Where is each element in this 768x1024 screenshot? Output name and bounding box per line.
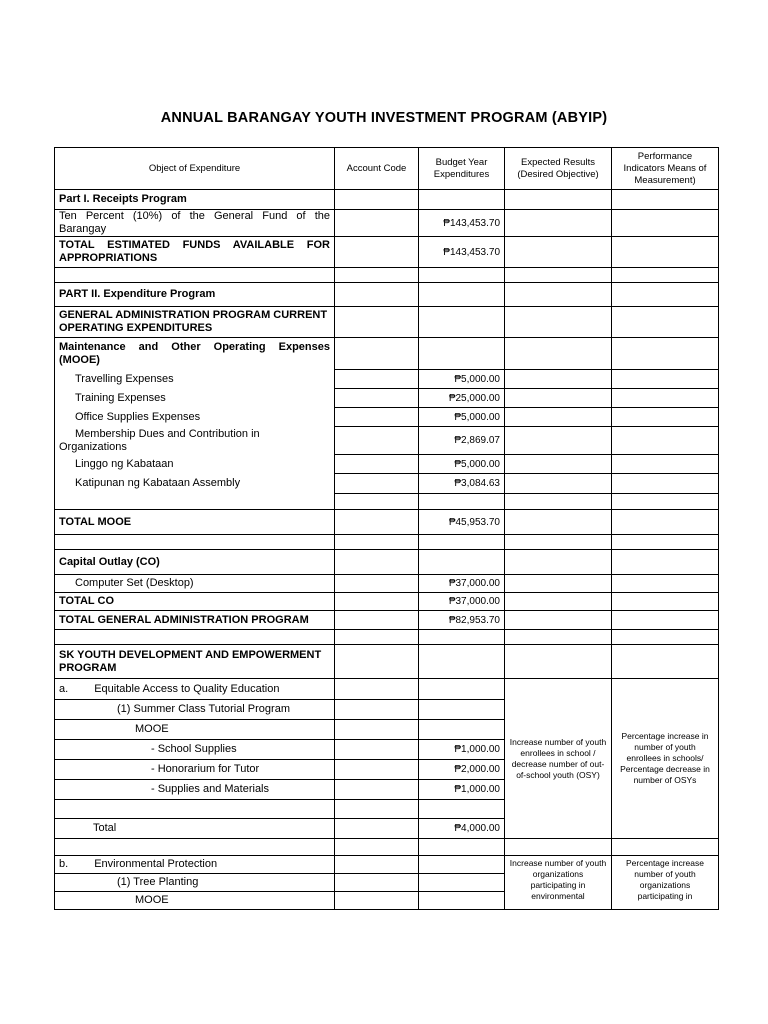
table-row <box>55 575 719 593</box>
school-supplies-label: - School Supplies <box>151 743 237 755</box>
table-row <box>55 268 719 283</box>
mooe-heading: Maintenance and Other Operating Expenses (MOOE) <box>55 338 335 370</box>
table-row <box>55 856 719 874</box>
table-row <box>55 593 719 611</box>
travel-label: Travelling Expenses <box>75 372 174 385</box>
a-performance-indicators: Percentage increase in number of youth enrollees in schools/ Percentage decrease in number of OSYs <box>612 679 719 839</box>
table-row <box>55 611 719 630</box>
office-label: Office Supplies Expenses <box>75 410 201 423</box>
header-object: Object of Expenditure <box>55 148 335 190</box>
table-row <box>55 550 719 575</box>
header-row <box>55 148 719 190</box>
sk-program-heading: SK YOUTH DEVELOPMENT AND EMPOWERMENT PROGRAM <box>55 645 335 679</box>
travel-amount: ₱5,000.00 <box>419 370 505 389</box>
capital-outlay-heading: Capital Outlay (CO) <box>55 550 335 575</box>
total-gap-label: TOTAL GENERAL ADMINISTRATION PROGRAM <box>55 611 335 630</box>
header-performance: Performance Indicators Means of Measurement) <box>612 148 719 190</box>
b-expected-results: Increase number of youth organizations participating in environmental <box>505 856 612 910</box>
table-row <box>55 237 719 268</box>
table-row <box>55 474 719 494</box>
table-row <box>55 455 719 474</box>
a-expected-results: Increase number of youth enrollees in school / decrease number of out-of-school youth (OSY) <box>505 679 612 839</box>
katipunan-amount: ₱3,084.63 <box>419 474 505 494</box>
item-a-text: Equitable Access to Quality Education <box>94 682 280 695</box>
computer-amount: ₱37,000.00 <box>419 575 505 593</box>
table-row <box>55 839 719 856</box>
total-funds-amount: ₱143,453.70 <box>419 237 505 268</box>
total-co-label: TOTAL CO <box>55 593 335 611</box>
total-gap-amount: ₱82,953.70 <box>419 611 505 630</box>
mooe-label: MOOE <box>135 723 169 735</box>
honorarium-amount: ₱2,000.00 <box>419 760 505 780</box>
table-row <box>55 630 719 645</box>
document-title: ANNUAL BARANGAY YOUTH INVESTMENT PROGRAM (ABYIP) <box>160 110 608 126</box>
item-b-text: Environmental Protection <box>94 858 218 870</box>
table-row <box>55 645 719 679</box>
table-row <box>55 190 719 210</box>
training-amount: ₱25,000.00 <box>419 389 505 408</box>
table-row <box>55 427 719 455</box>
item-a-label: a. <box>59 682 69 695</box>
linggo-label: Linggo ng Kabataan <box>75 457 174 470</box>
b-performance-indicators: Percentage increase number of youth organizations participating in <box>612 856 719 910</box>
table-row <box>55 283 719 307</box>
ten-percent-label: Ten Percent (10%) of the General Fund of the Barangay <box>55 210 335 237</box>
total-mooe-label: TOTAL MOOE <box>55 510 335 535</box>
table-row <box>55 510 719 535</box>
table-row <box>55 370 719 389</box>
table-row <box>55 535 719 550</box>
header-expected: Expected Results (Desired Objective) <box>505 148 612 190</box>
part1-heading: Part I. Receipts Program <box>55 190 335 210</box>
ten-percent-amount: ₱143,453.70 <box>419 210 505 237</box>
table-row <box>55 210 719 237</box>
total-label: Total <box>93 822 117 834</box>
item-b-label: b. <box>59 858 69 870</box>
table-row <box>55 338 719 370</box>
table-row <box>55 408 719 427</box>
header-account: Account Code <box>335 148 419 190</box>
summer-class-label: (1) Summer Class Tutorial Program <box>117 703 290 715</box>
training-label: Training Expenses <box>75 391 166 404</box>
supplies-label: - Supplies and Materials <box>151 783 270 795</box>
school-supplies-amount: ₱1,000.00 <box>419 740 505 760</box>
table-row <box>55 307 719 338</box>
total-co-amount: ₱37,000.00 <box>419 593 505 611</box>
total-amount: ₱4,000.00 <box>419 819 505 839</box>
honorarium-label: - Honorarium for Tutor <box>151 763 260 775</box>
table-row <box>55 494 719 510</box>
abyip-table <box>54 147 719 910</box>
header-budget: Budget Year Expenditures <box>419 148 505 190</box>
supplies-amount: ₱1,000.00 <box>419 780 505 800</box>
computer-label: Computer Set (Desktop) <box>75 577 194 589</box>
mooe-label: MOOE <box>135 894 169 906</box>
office-amount: ₱5,000.00 <box>419 408 505 427</box>
membership-label: Membership Dues and Contribution in Organizations <box>55 427 335 455</box>
table-row <box>55 389 719 408</box>
total-mooe-amount: ₱45,953.70 <box>419 510 505 535</box>
tree-planting-label: (1) Tree Planting <box>117 876 199 888</box>
katipunan-label: Katipunan ng Kabataan Assembly <box>75 477 241 489</box>
membership-amount: ₱2,869.07 <box>419 427 505 455</box>
linggo-amount: ₱5,000.00 <box>419 455 505 474</box>
total-funds-label: TOTAL ESTIMATED FUNDS AVAILABLE FOR APPROPRIATIONS <box>55 237 335 268</box>
table-row <box>55 679 719 700</box>
gap-heading: GENERAL ADMINISTRATION PROGRAM CURRENT OPERATING EXPENDITURES <box>55 307 335 338</box>
part2-heading: PART II. Expenditure Program <box>55 283 335 307</box>
